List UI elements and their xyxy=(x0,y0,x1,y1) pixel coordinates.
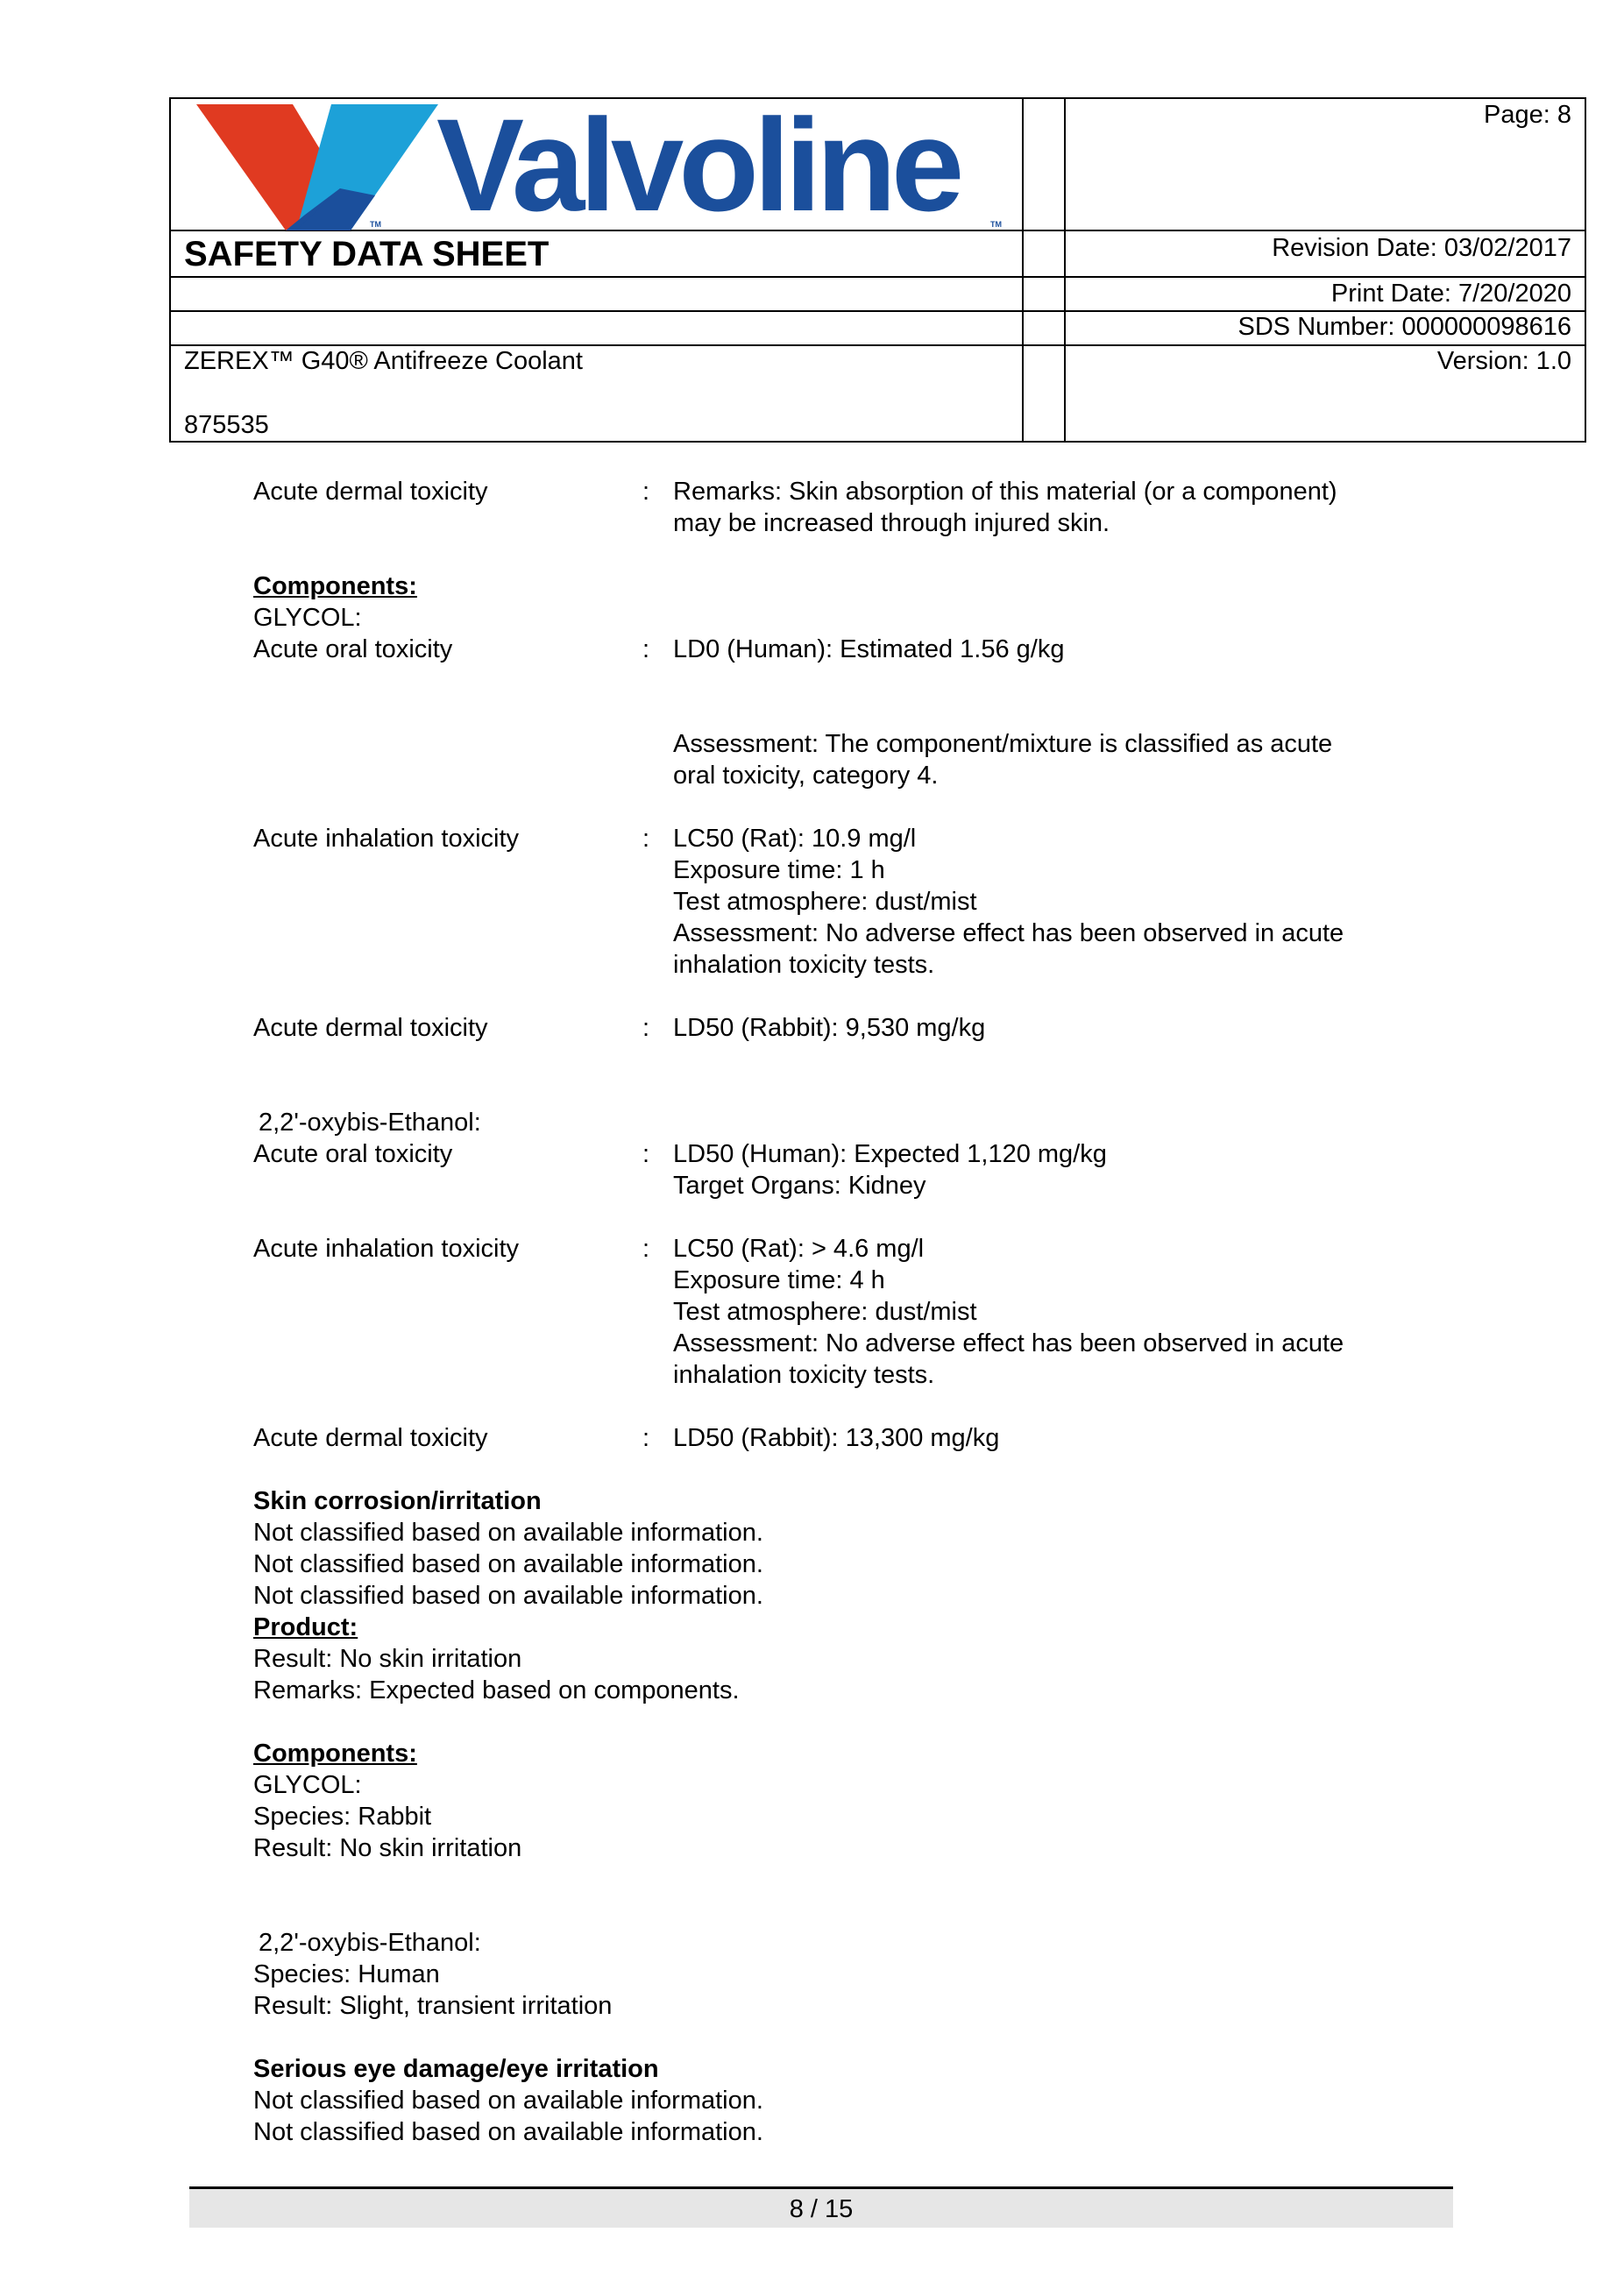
colon: : xyxy=(642,1014,650,1042)
oxybis-name: 2,2'-oxybis-Ethanol: xyxy=(259,1109,481,1137)
glycol-inhal-line: Test atmosphere: dust/mist xyxy=(673,888,977,916)
glycol-oral-assessment: oral toxicity, category 4. xyxy=(673,762,939,790)
glycol-name: GLYCOL: xyxy=(253,604,362,632)
skin-not-classified: Not classified based on available information. xyxy=(253,1550,763,1578)
skin-not-classified: Not classified based on available information. xyxy=(253,1582,763,1610)
oxybis-inhal-label: Acute inhalation toxicity xyxy=(253,1235,520,1263)
skin-not-classified: Not classified based on available information. xyxy=(253,1519,763,1547)
product-name: ZEREX™ G40® Antifreeze Coolant xyxy=(184,347,583,375)
oxybis-oral-line: LD50 (Human): Expected 1,120 mg/kg xyxy=(673,1140,1107,1168)
skin-components-heading: Components: xyxy=(253,1740,417,1768)
colon: : xyxy=(642,478,650,506)
oxybis-inhal-line: Exposure time: 4 h xyxy=(673,1266,885,1294)
eye-not-classified: Not classified based on available information. xyxy=(253,2118,763,2146)
colon: : xyxy=(642,1424,650,1452)
product-dermal-line: may be increased through injured skin. xyxy=(673,509,1110,537)
skin-oxybis-result: Result: Slight, transient irritation xyxy=(253,1992,613,2020)
page-number: 8 / 15 xyxy=(789,2195,854,2223)
oxybis-inhal-line: inhalation toxicity tests. xyxy=(673,1361,935,1389)
footer-bar xyxy=(189,2186,1453,2228)
colon: : xyxy=(642,1235,650,1263)
doc-type-title: SAFETY DATA SHEET xyxy=(184,235,550,273)
page-label: Page: 8 xyxy=(1484,101,1571,129)
revision-date: Revision Date: 03/02/2017 xyxy=(1272,234,1571,262)
oxybis-oral-label: Acute oral toxicity xyxy=(253,1140,453,1168)
colon: : xyxy=(642,825,650,853)
sds-number: SDS Number: 000000098616 xyxy=(1238,313,1571,341)
glycol-oral-value: LD0 (Human): Estimated 1.56 g/kg xyxy=(673,635,1065,663)
oxybis-dermal-value: LD50 (Rabbit): 13,300 mg/kg xyxy=(673,1424,1000,1452)
brand-tm: TM xyxy=(990,220,1002,229)
skin-product-remarks: Remarks: Expected based on components. xyxy=(253,1676,740,1704)
skin-product-result: Result: No skin irritation xyxy=(253,1645,522,1673)
glycol-dermal-value: LD50 (Rabbit): 9,530 mg/kg xyxy=(673,1014,986,1042)
oxybis-inhal-line: Assessment: No adverse effect has been observed in acute xyxy=(673,1329,1344,1357)
valvoline-logo xyxy=(191,91,1015,238)
glycol-inhal-line: Assessment: No adverse effect has been observed in acute xyxy=(673,919,1344,947)
print-date: Print Date: 7/20/2020 xyxy=(1330,280,1571,308)
glycol-dermal-label: Acute dermal toxicity xyxy=(253,1014,488,1042)
oxybis-dermal-label: Acute dermal toxicity xyxy=(253,1424,488,1452)
version: Version: 1.0 xyxy=(1436,347,1571,375)
colon: : xyxy=(642,1140,650,1168)
oxybis-inhal-line: Test atmosphere: dust/mist xyxy=(673,1298,977,1326)
glycol-oral-assessment: Assessment: The component/mixture is classified as acute xyxy=(673,730,1333,758)
brand-wordmark: Valvoline xyxy=(436,91,960,238)
glycol-inhal-line: Exposure time: 1 h xyxy=(673,856,885,884)
glycol-oral-label: Acute oral toxicity xyxy=(253,635,453,663)
oxybis-inhal-line: LC50 (Rat): > 4.6 mg/l xyxy=(673,1235,925,1263)
glycol-inhal-line: LC50 (Rat): 10.9 mg/l xyxy=(673,825,917,853)
skin-heading: Skin corrosion/irritation xyxy=(253,1487,542,1515)
eye-not-classified: Not classified based on available information. xyxy=(253,2087,763,2115)
skin-glycol-name: GLYCOL: xyxy=(253,1771,362,1799)
product-dermal-line: Remarks: Skin absorption of this material (or a component) xyxy=(673,478,1337,506)
skin-glycol-species: Species: Rabbit xyxy=(253,1803,432,1831)
glycol-inhal-line: inhalation toxicity tests. xyxy=(673,951,935,979)
skin-product-heading: Product: xyxy=(253,1613,358,1641)
components-heading: Components: xyxy=(253,572,417,600)
skin-glycol-result: Result: No skin irritation xyxy=(253,1834,522,1862)
skin-oxybis-species: Species: Human xyxy=(253,1960,440,1988)
eye-heading: Serious eye damage/eye irritation xyxy=(253,2055,659,2083)
brand-tm-small: TM xyxy=(370,220,381,229)
product-code: 875535 xyxy=(184,411,269,439)
product-dermal-label: Acute dermal toxicity xyxy=(253,478,488,506)
colon: : xyxy=(642,635,650,663)
oxybis-oral-line: Target Organs: Kidney xyxy=(673,1172,926,1200)
skin-oxybis-name: 2,2'-oxybis-Ethanol: xyxy=(259,1929,481,1957)
glycol-inhal-label: Acute inhalation toxicity xyxy=(253,825,520,853)
